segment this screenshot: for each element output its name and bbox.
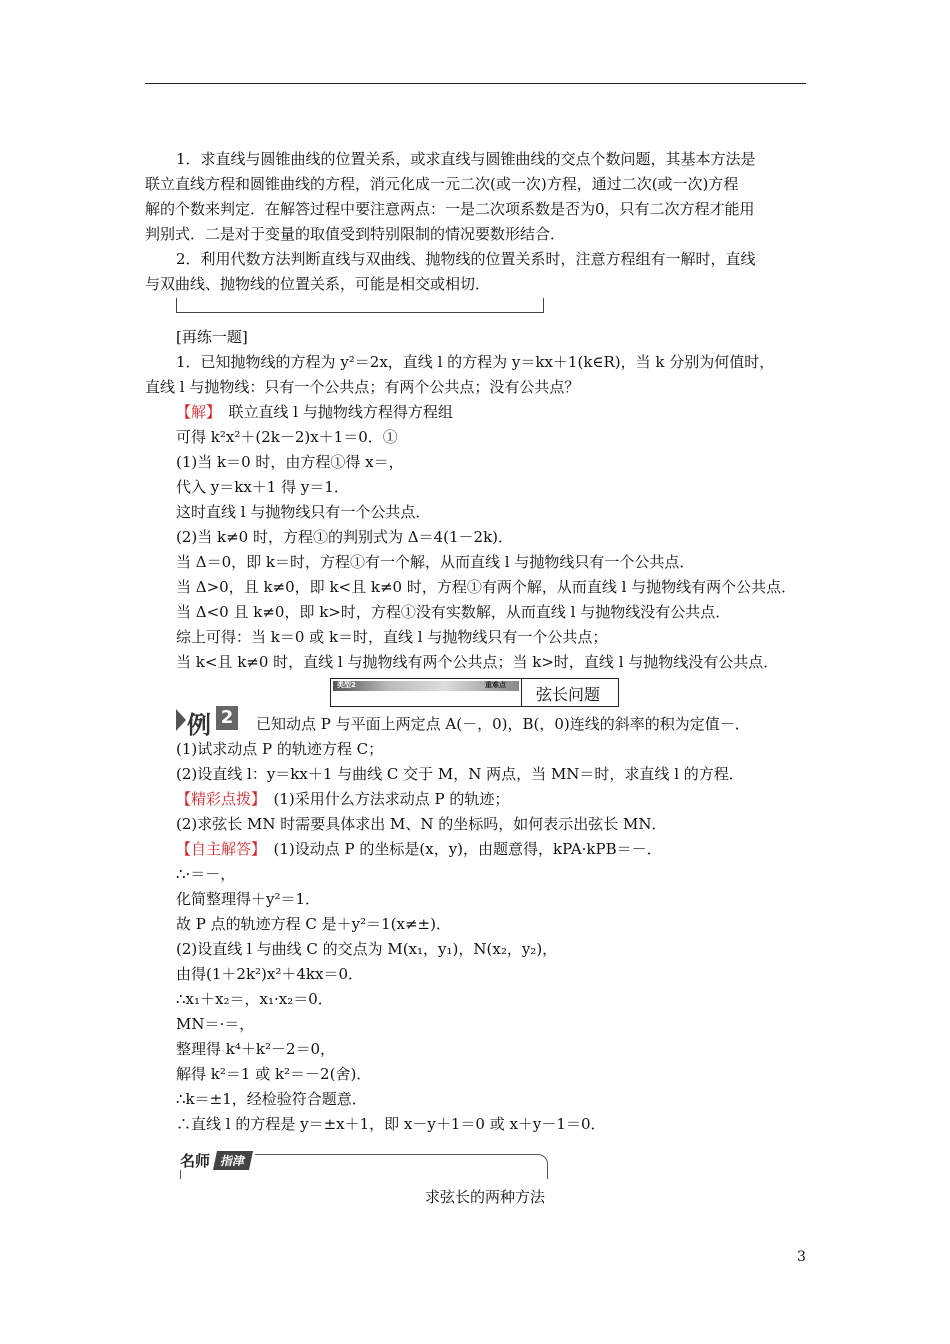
mentor-badge: 指津 bbox=[213, 1151, 253, 1170]
summary-bracket bbox=[176, 298, 544, 313]
solution-tag: 【解】 bbox=[176, 403, 214, 421]
solution-line: 综上可得：当 k＝0 或 k＝时，直线 l 与抛物线只有一个公共点； bbox=[176, 628, 608, 646]
summary-line: 与双曲线、抛物线的位置关系，可能是相交或相切． bbox=[145, 275, 491, 293]
hint-line-2: (2)求弦长 MN 时需要具体求出 M、N 的坐标吗，如何表示出弦长 MN． bbox=[176, 815, 667, 833]
solution-line: 代入 y＝kx＋1 得 y＝1． bbox=[176, 478, 349, 496]
answer-line: ∴直线 l 的方程是 y＝±x＋1，即 x－y＋1＝0 或 x＋y－1＝0． bbox=[176, 1115, 606, 1133]
example-badge bbox=[176, 705, 240, 739]
answer-line bbox=[176, 840, 662, 858]
summary-line: 判别式．二是对于变量的取值受到特别限制的情况要数形结合． bbox=[145, 225, 566, 243]
summary-line: 1．求直线与圆锥曲线的位置关系，或求直线与圆锥曲线的交点个数问题，其基本方法是 bbox=[176, 150, 756, 168]
hint-line bbox=[176, 790, 509, 808]
answer-line: 解得 k²＝1 或 k²＝－2(舍)． bbox=[176, 1065, 372, 1083]
type-banner-divider bbox=[521, 679, 522, 706]
solution-line: (2)当 k≠0 时，方程①的判别式为 Δ＝4(1－2k)． bbox=[176, 528, 514, 546]
type-banner-label: 类型2 bbox=[337, 681, 356, 689]
answer-line: 故 P 点的轨迹方程 C 是＋y²＝1(x≠±)． bbox=[176, 915, 451, 933]
mentor-tag bbox=[180, 1150, 255, 1170]
example-part: (2)设直线 l：y＝kx＋1 与曲线 C 交于 M，N 两点，当 MN＝时，求直线 l 的方程． bbox=[176, 765, 744, 783]
solution-line: 当 Δ＝0，即 k＝时，方程①有一个解，从而直线 l 与抛物线只有一个公共点． bbox=[176, 553, 695, 571]
page-number: 3 bbox=[797, 1249, 806, 1265]
practice-header: [再练一题] bbox=[176, 328, 248, 346]
answer-line: 由得(1＋2k²)x²＋4kx＝0． bbox=[176, 965, 364, 983]
example-word: 例 bbox=[187, 711, 211, 739]
solution-line: 这时直线 l 与抛物线只有一个公共点． bbox=[176, 503, 431, 521]
answer-line: ∴k＝±1，经检验符合题意． bbox=[176, 1090, 367, 1108]
practice-question: 1．已知抛物线的方程为 y²＝2x，直线 l 的方程为 y＝kx＋1(k∈R)，当 k 分别为何值时， bbox=[176, 353, 775, 371]
summary-line: 解的个数来判定．在解答过程中要注意两点：一是二次项系数是否为0，只有二次方程才能用 bbox=[145, 200, 755, 218]
solution-line: 当 k<且 k≠0 时，直线 l 与抛物线有两个公共点；当 k>时，直线 l 与抛物线没有公共点． bbox=[176, 653, 779, 671]
answer-line: (2)设直线 l 与曲线 C 的交点为 M(x₁，y₁)，N(x₂，y₂)， bbox=[176, 940, 558, 958]
answer-line: MN＝·＝， bbox=[176, 1015, 255, 1033]
solution-line: 当 Δ<0 且 k≠0，即 k>时，方程①没有实数解，从而直线 l 与抛物线没有公共点． bbox=[176, 603, 731, 621]
solution-line: 当 Δ>0，且 k≠0，即 k<且 k≠0 时，方程①有两个解，从而直线 l 与抛物线有两个公共点． bbox=[176, 578, 797, 596]
summary-line: 2．利用代数方法判断直线与双曲线、抛物线的位置关系时，注意方程组有一解时，直线 bbox=[176, 250, 756, 268]
mentor-box bbox=[176, 1150, 548, 1180]
answer-text: (1)设动点 P 的坐标是(x，y)，由题意得，kPA·kPB＝－． bbox=[258, 840, 662, 858]
solution-intro bbox=[176, 403, 453, 421]
type-banner-title: 弦长问题 bbox=[536, 685, 601, 704]
solution-line: 可得 k²x²＋(2k－2)x＋1＝0．① bbox=[176, 428, 398, 446]
answer-line: 整理得 k⁴＋k²－2＝0， bbox=[176, 1040, 336, 1058]
mentor-subtitle: 求弦长的两种方法 bbox=[425, 1188, 546, 1206]
solution-line: (1)当 k＝0 时，由方程①得 x＝， bbox=[176, 453, 404, 471]
header-rule bbox=[145, 83, 806, 84]
answer-line: ∴x₁＋x₂＝，x₁·x₂＝0． bbox=[176, 990, 333, 1008]
mentor-label: 名师 bbox=[180, 1152, 211, 1170]
solution-text: 联立直线 l 与抛物线方程得方程组 bbox=[213, 403, 453, 421]
answer-line: ∴·＝－， bbox=[176, 865, 236, 883]
example-part: (1)试求动点 P 的轨迹方程 C； bbox=[176, 740, 384, 758]
example-stem: 已知动点 P 与平面上两定点 A(－，0)，B(，0)连线的斜率的积为定值－． bbox=[256, 715, 750, 733]
summary-line: 联立直线方程和圆锥曲线的方程，消元化成一元二次(或一次)方程，通过二次(或一次)方程 bbox=[145, 175, 739, 193]
hint-tag: 【精彩点拨】 bbox=[176, 790, 259, 808]
triangle-icon bbox=[176, 709, 186, 731]
example-number: 2 bbox=[216, 706, 238, 730]
hint-text: (1)采用什么方法求动点 P 的轨迹； bbox=[258, 790, 510, 808]
answer-tag: 【自主解答】 bbox=[176, 840, 259, 858]
type-banner-right-label: 重难点 bbox=[485, 681, 506, 689]
practice-question: 直线 l 与抛物线：只有一个公共点；有两个公共点；没有公共点？ bbox=[145, 378, 580, 396]
type-banner bbox=[330, 678, 619, 707]
answer-line: 化简整理得＋y²＝1． bbox=[176, 890, 321, 908]
